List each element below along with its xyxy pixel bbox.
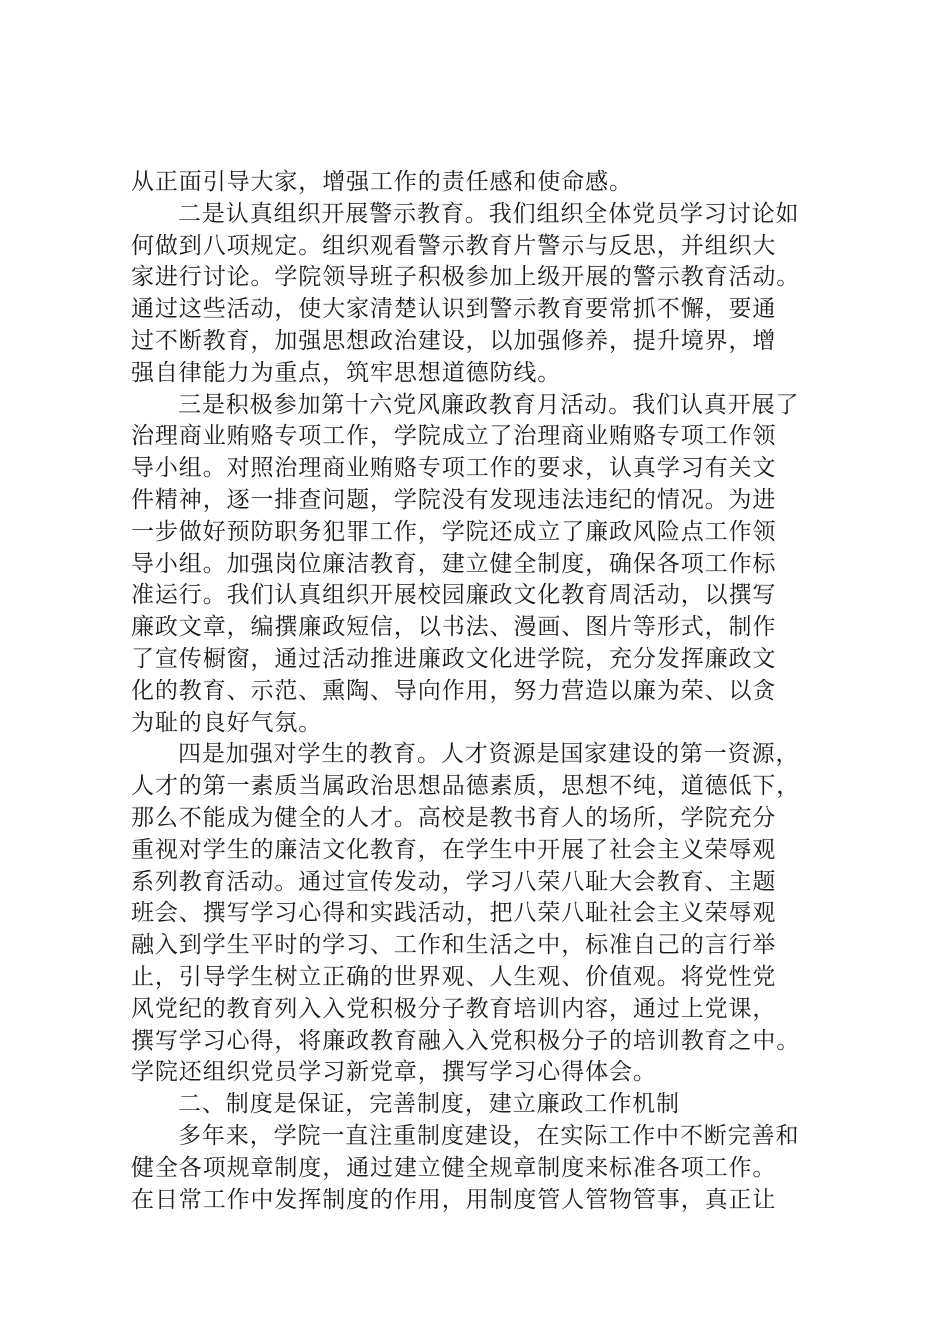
text-line: 化的教育、示范、熏陶、导向作用，努力营造以廉为荣、以贪 [131,677,777,704]
text-line: 一步做好预防职务犯罪工作，学院还成立了廉政风险点工作领 [131,518,777,545]
text-line: 通过这些活动，使大家清楚认识到警示教育要常抓不懈，要通 [131,296,777,323]
text-line: 多年来，学院一直注重制度建设，在实际工作中不断完善和 [178,1122,800,1149]
text-line: 导小组。加强岗位廉洁教育，建立健全制度，确保各项工作标 [131,550,777,577]
text-line: 系列教育活动。通过宣传发动，学习八荣八耻大会教育、主题 [131,868,777,895]
text-line: 人才的第一素质当属政治思想品德素质，思想不纯，道德低下， [131,773,801,800]
text-line: 廉政文章，编撰廉政短信，以书法、漫画、图片等形式，制作 [131,614,777,641]
text-line: 风党纪的教育列入入党积极分子教育培训内容，通过上党课， [131,995,777,1022]
text-line: 三是积极参加第十六党风廉政教育月活动。我们认真开展了 [178,391,800,418]
text-line: 止，引导学生树立正确的世界观、人生观、价值观。将党性党 [131,963,777,990]
text-line: 班会、撰写学习心得和实践活动，把八荣八耻社会主义荣辱观 [131,900,777,927]
text-line: 何做到八项规定。组织观看警示教育片警示与反思，并组织大 [131,232,777,259]
text-line: 二是认真组织开展警示教育。我们组织全体党员学习讨论如 [178,200,800,227]
text-line: 从正面引导大家，增强工作的责任感和使命感。 [131,169,633,195]
text-line: 学院还组织党员学习新党章，撰写学习心得体会。 [131,1059,657,1086]
text-line: 家进行讨论。学院领导班子积极参加上级开展的警示教育活动。 [131,264,801,291]
body-text [131,167,841,1216]
text-line: 准运行。我们认真组织开展校园廉政文化教育周活动，以撰写 [131,582,777,609]
section-heading: 二、制度是保证，完善制度，建立廉政工作机制 [178,1091,680,1118]
text-line: 为耻的良好气氛。 [131,709,323,736]
text-line: 融入到学生平时的学习、工作和生活之中，标准自己的言行举 [131,932,777,959]
text-line: 重视对学生的廉洁文化教育，在学生中开展了社会主义荣辱观 [131,836,777,863]
text-line: 了宣传橱窗，通过活动推进廉政文化进学院，充分发挥廉政文 [131,645,777,672]
text-line: 那么不能成为健全的人才。高校是教书育人的场所，学院充分 [131,804,777,831]
text-line: 在日常工作中发挥制度的作用，用制度管人管物管事，真正让 [131,1186,777,1213]
text-line: 治理商业贿赂专项工作，学院成立了治理商业贿赂专项工作领 [131,423,777,450]
text-line: 四是加强对学生的教育。人才资源是国家建设的第一资源， [178,741,800,768]
text-line: 撰写学习心得，将廉政教育融入入党积极分子的培训教育之中。 [131,1027,801,1054]
text-line: 强自律能力为重点，筑牢思想道德防线。 [131,359,562,386]
text-line: 过不断教育，加强思想政治建设，以加强修养，提升境界，增 [131,327,777,354]
text-line: 导小组。对照治理商业贿赂专项工作的要求，认真学习有关文 [131,455,777,482]
text-line: 件精神，逐一排查问题，学院没有发现违法违纪的情况。为进 [131,486,777,513]
text-line: 健全各项规章制度，通过建立健全规章制度来标准各项工作。 [131,1154,777,1181]
